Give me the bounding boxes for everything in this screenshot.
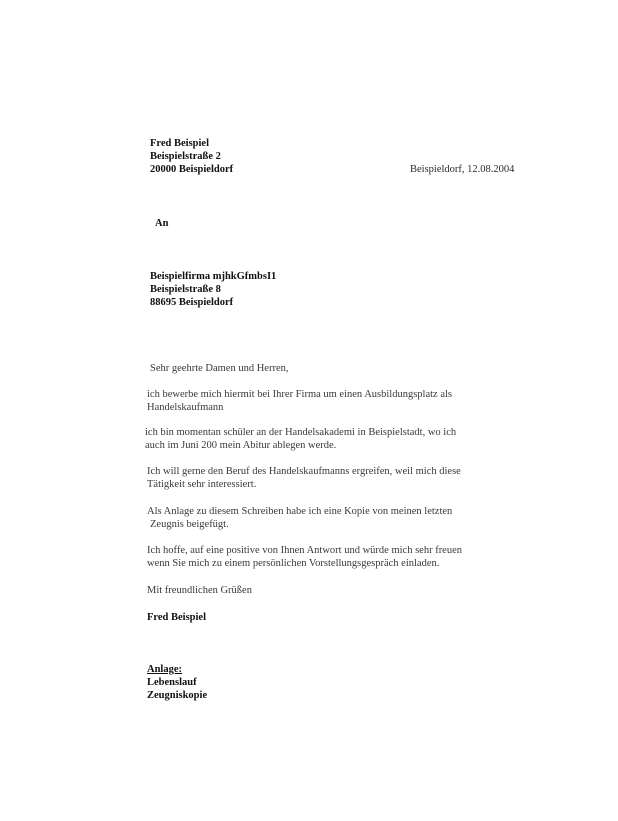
paragraph-1-line-1: ich bewerbe mich hiermit bei Ihrer Firma um einen Ausbildungsplatz als bbox=[147, 389, 453, 400]
paragraph-1-line-2: Handelskaufmann bbox=[147, 402, 224, 413]
recipient-street: Beispielstraße 8 bbox=[150, 284, 221, 295]
closing: Mit freundlichen Grüßen bbox=[147, 585, 252, 596]
paragraph-2-line-1: ich bin momentan schüler an der Handelsakademi in Beispielstadt, wo ich bbox=[145, 427, 457, 438]
recipient-prefix: An bbox=[155, 218, 169, 229]
sender-name: Fred Beispiel bbox=[150, 138, 210, 149]
sender-city: 20000 Beispieldorf bbox=[150, 164, 234, 175]
attachment-item: Lebenslauf bbox=[147, 677, 197, 688]
paragraph-5-line-1: Ich hoffe, auf eine positive von Ihnen Antwort und würde mich sehr freuen bbox=[147, 545, 463, 556]
attachment-item: Zeugniskopie bbox=[147, 690, 208, 701]
attachments-heading: Anlage: bbox=[147, 664, 182, 675]
recipient-company: Beispielfirma mjhkGfmbsI1 bbox=[150, 271, 277, 282]
recipient-city: 88695 Beispieldorf bbox=[150, 297, 234, 308]
paragraph-3-line-2: Tätigkeit sehr interessiert. bbox=[147, 479, 257, 490]
paragraph-2-line-2: auch im Juni 200 mein Abitur ablegen werde. bbox=[145, 440, 337, 451]
paragraph-4-line-1: Als Anlage zu diesem Schreiben habe ich eine Kopie von meinen letzten bbox=[147, 506, 453, 517]
sender-street: Beispielstraße 2 bbox=[150, 151, 221, 162]
paragraph-4-line-2: Zeugnis beigefügt. bbox=[150, 519, 229, 530]
signature-name: Fred Beispiel bbox=[147, 612, 207, 623]
paragraph-3-line-1: Ich will gerne den Beruf des Handelskaufmanns ergreifen, weil mich diese bbox=[147, 466, 461, 477]
paragraph-5-line-2: wenn Sie mich zu einem persönlichen Vorstellungsgespräch einladen. bbox=[147, 558, 440, 569]
greeting: Sehr geehrte Damen und Herren, bbox=[150, 363, 289, 374]
letter-date: Beispieldorf, 12.08.2004 bbox=[410, 164, 515, 175]
